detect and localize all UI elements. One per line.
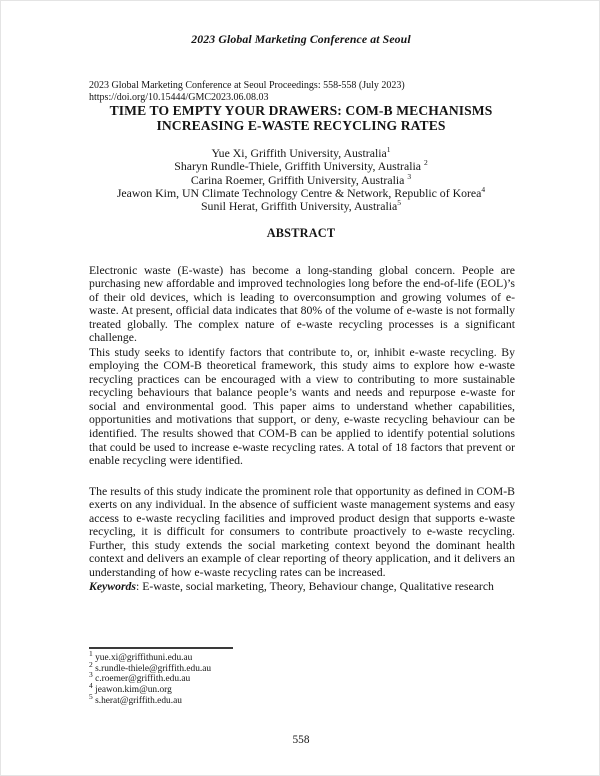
paper-title xyxy=(61,103,541,133)
proceedings-citation: 2023 Global Marketing Conference at Seoul Proceedings: 558-558 (July 2023) xyxy=(89,80,405,91)
footnote-separator-rule xyxy=(89,647,233,649)
footnote-line xyxy=(89,659,389,675)
page-number: 558 xyxy=(292,734,310,746)
footnote-email: jeawon.kim@un.org xyxy=(95,685,172,696)
author-affiliation-mark: 4 xyxy=(481,184,486,194)
author-line xyxy=(41,200,561,213)
footnote-email: s.herat@griffith.edu.au xyxy=(95,695,182,706)
author-name: Yue Xi, Griffith University, Australia xyxy=(211,146,387,160)
footnote-mark: 2 xyxy=(89,659,93,669)
author-affiliation-mark: 2 xyxy=(423,158,428,168)
author-affiliation-mark: 3 xyxy=(407,171,412,181)
abstract-paragraph-3: The results of this study indicate the prominent role that opportunity as defined in COM-B exerts on any individual. In the absence of sufficient waste management systems and easy access to e-waste recycling facilities and improved product design that supports e-waste recycling, it is difficult for consumers to contribute proactively to e-waste recycling. Further, this study extends the social marketing context beyond the dominant health context and delivers an example of clear reporting of theory application, and it delivers an understanding of how e-waste recycling rates can be increased. xyxy=(89,484,515,580)
abstract-paragraph-1: Electronic waste (E-waste) has become a long-standing global concern. People are purchasing new affordable and improved technologies long before the end-of-life (EOL)’s of their old devices, which is leading to overconsumption and growing volumes of e-waste. At present, official data indicates that 80% of the volume of e-waste is not formally treated globally. The complex nature of e-waste recycling processes is a significant challenge. xyxy=(89,263,515,345)
footnote-line xyxy=(89,648,389,664)
author-name: Sharyn Rundle-Thiele, Griffith University, Australia xyxy=(174,159,424,174)
footnote-line xyxy=(89,680,389,696)
authors-block xyxy=(41,147,561,213)
keywords-line xyxy=(89,580,515,593)
running-header: 2023 Global Marketing Conference at Seoul xyxy=(191,32,411,46)
abstract-heading: ABSTRACT xyxy=(266,226,336,240)
paper-title-line-2: INCREASING E-WASTE RECYCLING RATES xyxy=(156,118,446,133)
footnote-line xyxy=(89,670,389,685)
footnote-mark: 1 xyxy=(89,648,93,658)
abstract-paragraph-2: This study seeks to identify factors that contribute to, or, inhibit e-waste recycling. By employing the COM-B theoretical framework, this study aims to explore how e-waste recycling practices can be encouraged with a view to contributing to more sustainable recycling behaviours that balance people’s wants and needs and repurpose e-waste for social and environmental good. This paper aims to understand whether capabilities, opportunities and motivations that support, or deny, e-waste recycling behaviour can be identified. The results showed that COM-B can be applied to identify potential solutions that could be used to increase e-waste recycling rates. A total of 18 factors that prevent or enable recycling were identified. xyxy=(89,345,515,468)
footnote-email: yue.xi@griffithuni.edu.au xyxy=(95,653,193,663)
paper-title-line-1: TIME TO EMPTY YOUR DRAWERS: COM-B MECHANISMS xyxy=(109,103,493,118)
author-name: Sunil Herat, Griffith University, Australia xyxy=(200,199,398,214)
author-name: Jeawon Kim, UN Climate Technology Centre & Network, Republic of Korea xyxy=(116,185,482,200)
footnote-mark: 3 xyxy=(89,670,93,680)
author-name: Carina Roemer, Griffith University, Australia xyxy=(190,172,408,187)
footnotes-block xyxy=(89,648,389,707)
author-affiliation-mark: 1 xyxy=(386,145,391,155)
author-line xyxy=(41,160,561,173)
proceedings-block xyxy=(89,80,514,103)
footnote-email: s.rundle-thiele@griffith.edu.au xyxy=(95,663,212,674)
keywords-text: : E-waste, social marketing, Theory, Behaviour change, Qualitative research xyxy=(136,580,494,593)
footnote-line xyxy=(89,691,389,707)
author-affiliation-mark: 5 xyxy=(397,198,401,208)
footnote-mark: 4 xyxy=(89,680,93,690)
footnote-email: c.roemer@griffith.edu.au xyxy=(95,674,191,685)
doi-text: https://doi.org/10.15444/GMC2023.06.08.03 xyxy=(89,91,269,103)
keywords-label: Keywords xyxy=(89,580,136,593)
footnote-mark: 5 xyxy=(89,691,93,701)
